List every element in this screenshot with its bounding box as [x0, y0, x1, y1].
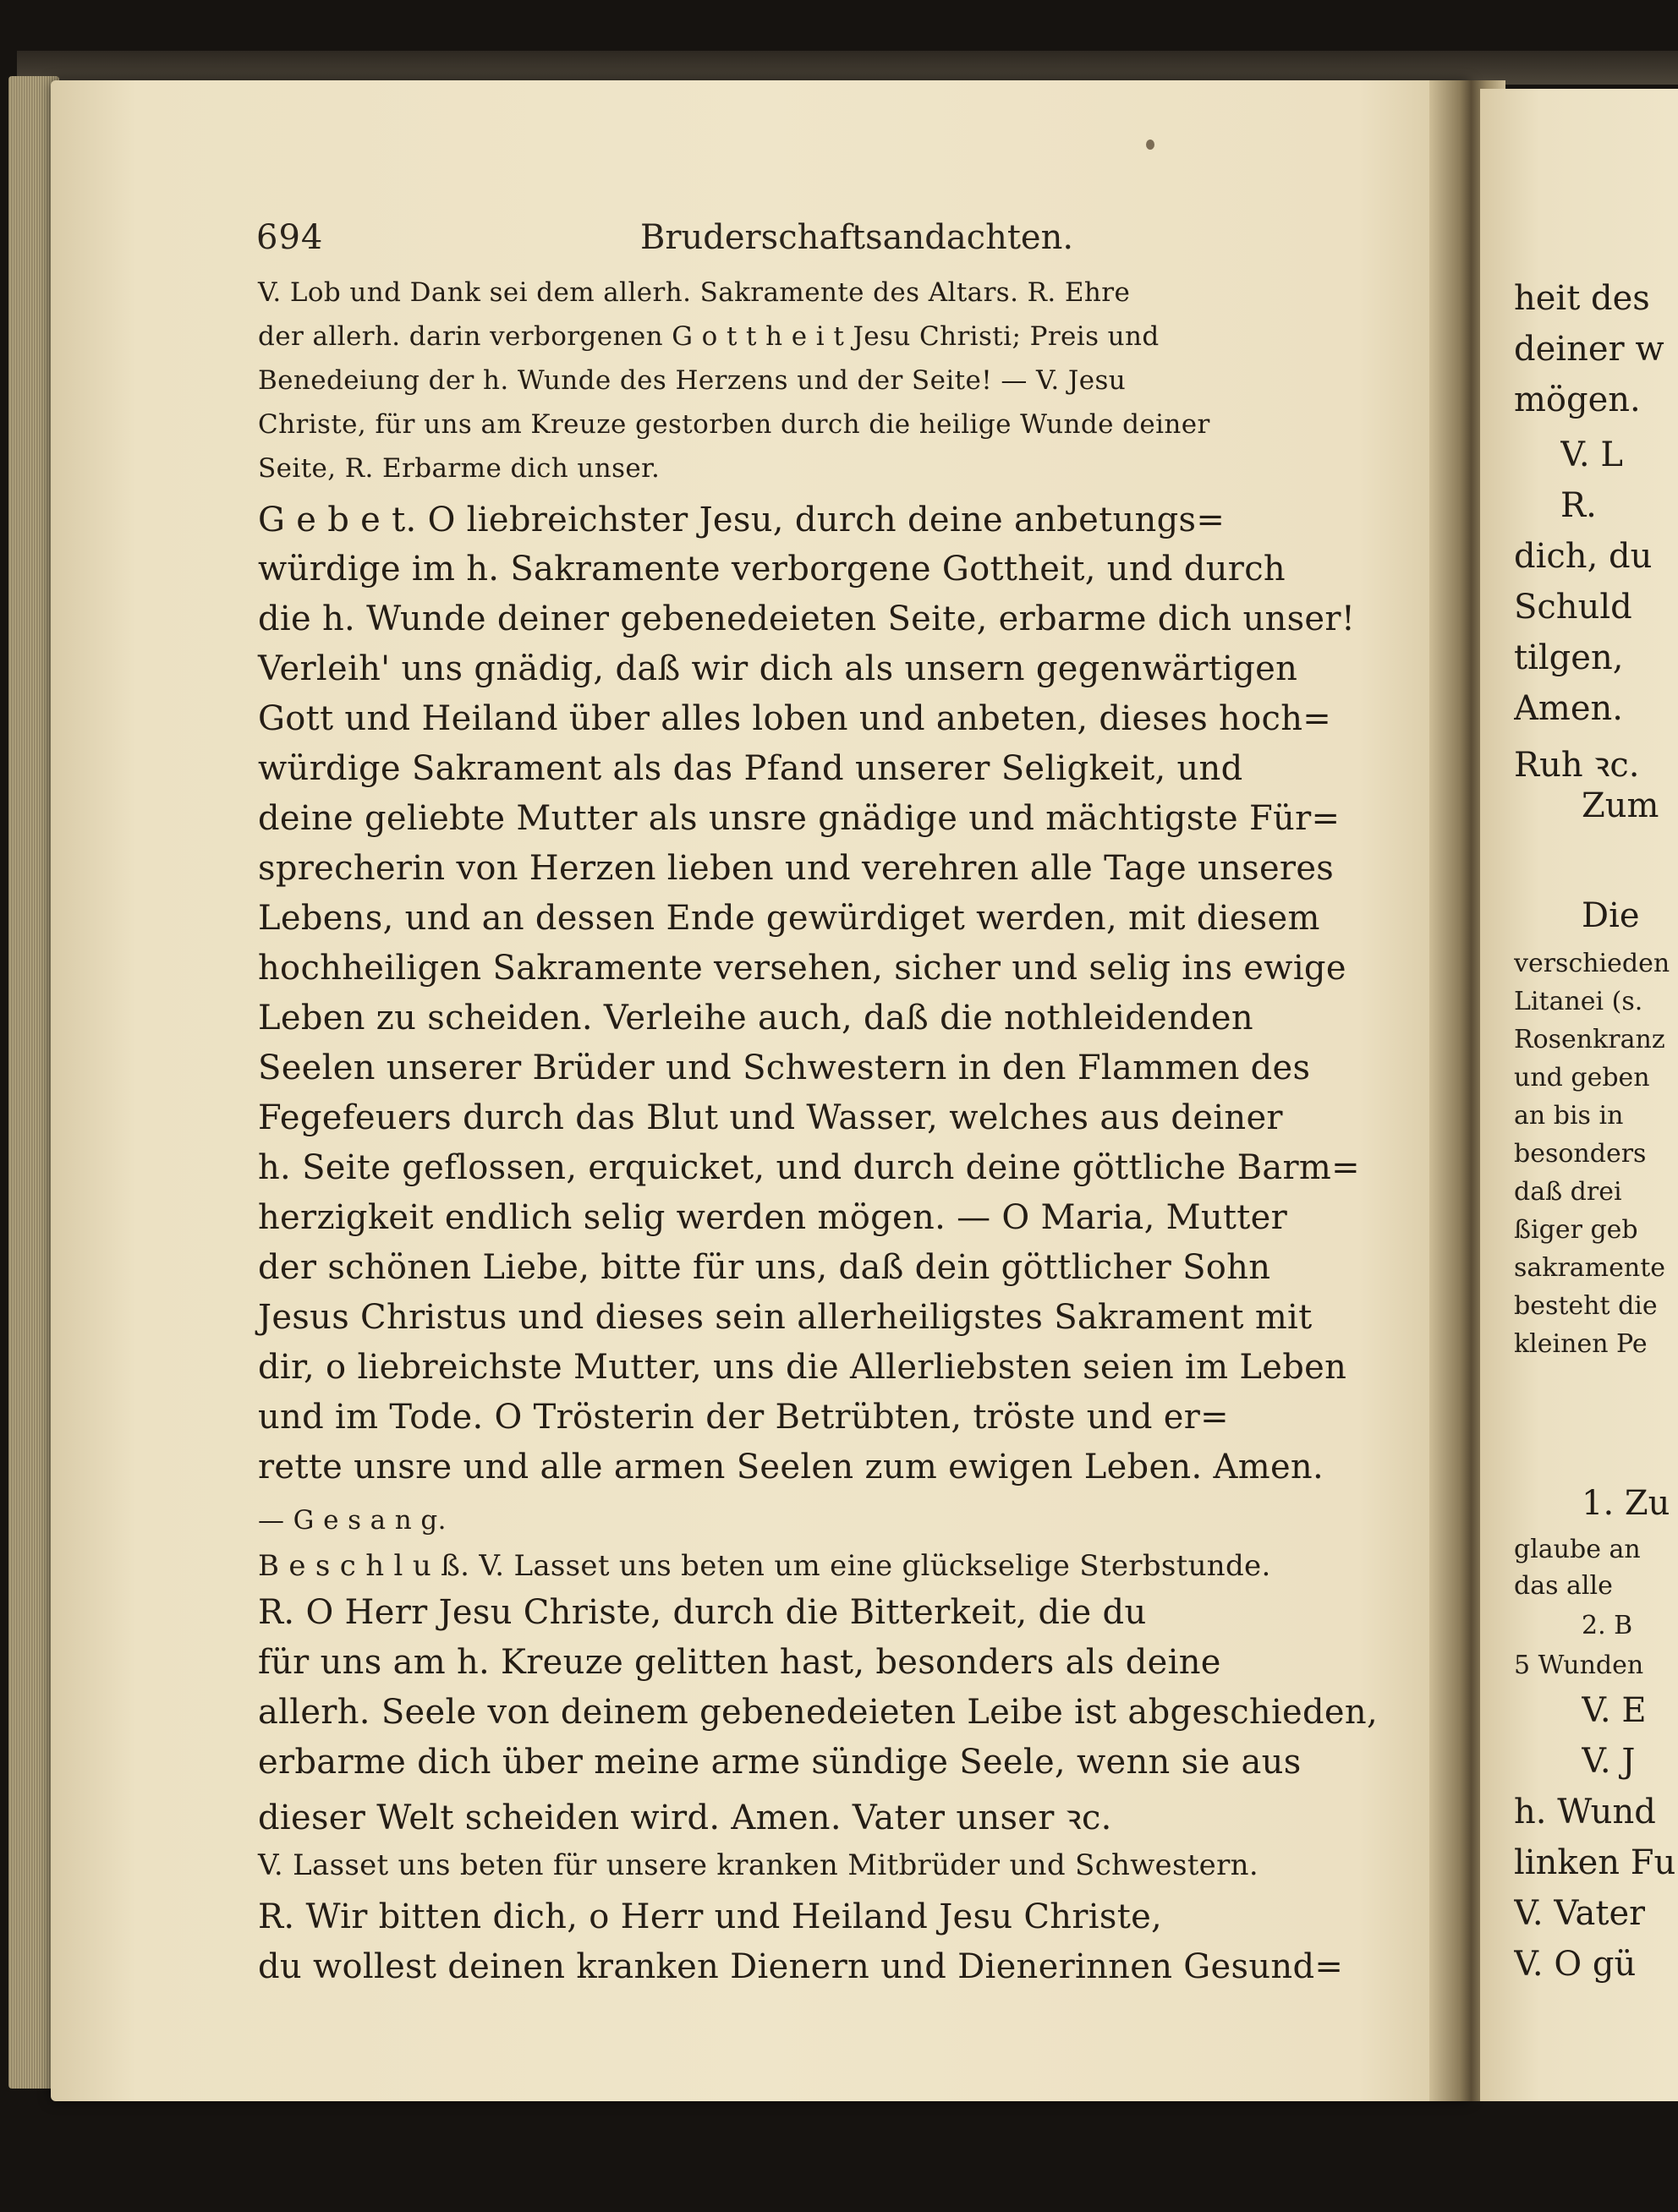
text-line: sprecherin von Herzen lieben und verehren alle Tage unseres — [258, 849, 1335, 888]
text-line: h. Seite geflossen, erquicket, und durch deine göttliche Barm= — [258, 1148, 1360, 1187]
right-text-fragment: ßiger geb — [1514, 1215, 1638, 1245]
text-line: für uns am h. Kreuze gelitten hast, besonders als deine — [258, 1643, 1221, 1682]
text-line: Christe, für uns am Kreuze gestorben durch die heilige Wunde deiner — [258, 409, 1210, 440]
right-text-fragment: h. Wund — [1514, 1793, 1656, 1831]
text-line: Benedeiung der h. Wunde des Herzens und der Seite! — V. Jesu — [258, 365, 1127, 396]
right-text-fragment: deiner w — [1514, 330, 1664, 369]
text-line: Jesus Christus und dieses sein allerheiligstes Sakrament mit — [258, 1298, 1313, 1337]
text-line: herzigkeit endlich selig werden mögen. — O Maria, Mutter — [258, 1198, 1288, 1237]
text-line: deine geliebte Mutter als unsre gnädige und mächtigste Für= — [258, 799, 1341, 838]
right-text-fragment: an bis in — [1514, 1101, 1624, 1131]
text-line: hochheiligen Sakramente versehen, sicher und selig ins ewige — [258, 949, 1346, 988]
text-line: Fegefeuers durch das Blut und Wasser, welches aus deiner — [258, 1098, 1283, 1137]
text-line: dir, o liebreichste Mutter, uns die Allerliebsten seien im Leben — [258, 1348, 1347, 1387]
text-line: der schönen Liebe, bitte für uns, daß dein göttlicher Sohn — [258, 1248, 1271, 1287]
text-line: Seite, R. Erbarme dich unser. — [258, 453, 661, 484]
text-line: V. Lob und Dank sei dem allerh. Sakramente des Altars. R. Ehre — [258, 277, 1131, 308]
text-line: würdige im h. Sakramente verborgene Gottheit, und durch — [258, 550, 1286, 589]
text-line: R. Wir bitten dich, o Herr und Heiland Jesu Christe, — [258, 1897, 1163, 1936]
text-line: du wollest deinen kranken Dienern und Dienerinnen Gesund= — [258, 1947, 1344, 1986]
right-text-fragment: V. J — [1582, 1742, 1636, 1781]
right-text-fragment: V. O gü — [1514, 1945, 1637, 1984]
right-text-fragment: besonders — [1514, 1139, 1647, 1169]
right-text-fragment: R. — [1560, 486, 1597, 525]
text-line: die h. Wunde deiner gebenedeieten Seite, erbarme dich unser! — [258, 600, 1356, 638]
right-text-fragment: dich, du — [1514, 537, 1653, 576]
right-text-fragment: und geben — [1514, 1063, 1650, 1092]
right-text-fragment: kleinen Pe — [1514, 1329, 1648, 1359]
right-text-fragment: V. L — [1560, 435, 1623, 474]
text-line: der allerh. darin verborgenen G o t t h e i t Jesu Christi; Preis und — [258, 321, 1160, 352]
right-text-fragment: mögen. — [1514, 381, 1641, 419]
running-head: Bruderschaftsandachten. — [640, 218, 1074, 257]
right-text-fragment: linken Fu — [1514, 1843, 1676, 1882]
right-text-fragment: Litanei (s. — [1514, 987, 1643, 1016]
text-line: rette unsre und alle armen Seelen zum ewigen Leben. Amen. — [258, 1448, 1324, 1487]
page-number: 694 — [256, 218, 324, 257]
text-line: erbarme dich über meine arme sündige Seele, wenn sie aus — [258, 1743, 1302, 1782]
right-text-fragment: V. Vater — [1514, 1894, 1646, 1933]
text-line: Verleih' uns gnädig, daß wir dich als unsern gegenwärtigen — [258, 649, 1298, 688]
right-text-fragment: 2. B — [1582, 1611, 1633, 1640]
text-line: R. O Herr Jesu Christe, durch die Bitterkeit, die du — [258, 1593, 1147, 1632]
right-text-fragment: sakramente — [1514, 1253, 1666, 1283]
text-line: Gott und Heiland über alles loben und anbeten, dieses hoch= — [258, 699, 1332, 738]
right-text-fragment: tilgen, — [1514, 638, 1624, 677]
right-text-fragment: heit des — [1514, 279, 1650, 318]
right-text-fragment: glaube an — [1514, 1535, 1641, 1564]
ink-spot — [1146, 140, 1154, 150]
right-text-fragment: Ruh ꝛc. — [1514, 746, 1640, 785]
text-line: würdige Sakrament als das Pfand unserer Seligkeit, und — [258, 749, 1243, 788]
text-line: dieser Welt scheiden wird. Amen. Vater unser ꝛc. — [258, 1799, 1112, 1837]
right-text-fragment: verschieden — [1514, 949, 1670, 978]
text-line: Leben zu scheiden. Verleihe auch, daß die nothleidenden — [258, 999, 1253, 1038]
text-line: — G e s a n g. — [258, 1505, 447, 1536]
right-text-fragment: 1. Zu — [1582, 1484, 1670, 1523]
right-text-fragment: Rosenkranz — [1514, 1025, 1665, 1054]
right-text-fragment: das alle — [1514, 1571, 1613, 1601]
right-text-fragment: Schuld — [1514, 588, 1632, 627]
right-text-fragment: Die — [1582, 896, 1640, 935]
right-text-fragment: 5 Wunden — [1514, 1651, 1644, 1680]
right-text-fragment: daß drei — [1514, 1177, 1622, 1207]
text-line: und im Tode. O Trösterin der Betrübten, tröste und er= — [258, 1398, 1229, 1437]
right-text-fragment: Amen. — [1514, 689, 1623, 728]
right-text-fragment: V. E — [1582, 1691, 1647, 1730]
text-line: G e b e t. O liebreichster Jesu, durch deine anbetungs= — [258, 501, 1226, 539]
text-line: Lebens, und an dessen Ende gewürdiget werden, mit diesem — [258, 899, 1320, 938]
book-cover-top-edge — [17, 51, 1678, 85]
right-text-fragment: besteht die — [1514, 1291, 1658, 1321]
text-line: V. Lasset uns beten für unsere kranken Mitbrüder und Schwestern. — [258, 1848, 1258, 1882]
text-line: Seelen unserer Brüder und Schwestern in den Flammen des — [258, 1049, 1311, 1087]
text-line: allerh. Seele von deinem gebenedeieten Leibe ist abgeschieden, — [258, 1693, 1378, 1732]
text-line: B e s c h l u ß. V. Lasset uns beten um eine glückselige Sterbstunde. — [258, 1549, 1271, 1583]
right-text-fragment: Zum — [1582, 786, 1659, 825]
